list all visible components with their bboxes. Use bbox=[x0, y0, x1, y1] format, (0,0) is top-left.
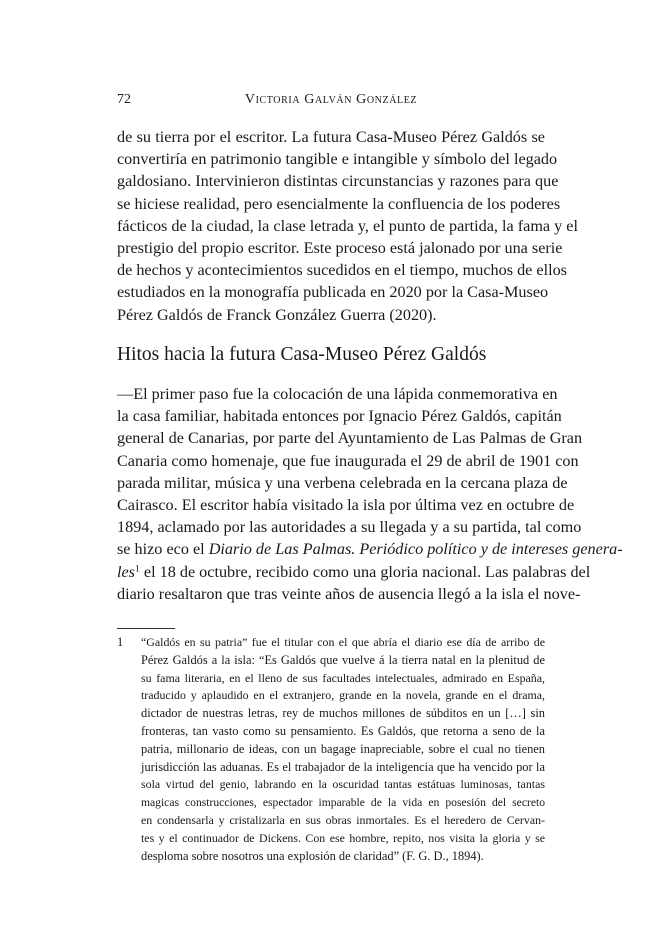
text-line: general de Canarias, por parte del Ayuntamiento de Las Palmas de Gran bbox=[117, 429, 583, 448]
newspaper-title: Diario de Las Palmas. Periódico político y de intereses genera- bbox=[208, 540, 623, 559]
text-line: fácticos de la ciudad, la clase letrada y, el punto de partida, la fama y el bbox=[117, 216, 578, 235]
footnote-line: magicas construcciones, espectador imparable de la vida en posesión del secreto bbox=[141, 796, 545, 810]
footnote-number: 1 bbox=[117, 635, 124, 649]
running-head-author: Victoria Galván González bbox=[244, 92, 418, 107]
text-line: la casa familiar, habitada entonces por Ignacio Pérez Galdós, capitán bbox=[117, 407, 562, 426]
text-line: —El primer paso fue la colocación de una lápida conmemorativa en bbox=[117, 385, 558, 403]
footnote-line: patria, millonario de ideas, con un bagage inapreciable, sobre el cual no tienen bbox=[141, 741, 545, 756]
section-heading: Hitos hacia la futura Casa-Museo Pérez Galdós bbox=[117, 344, 487, 365]
footnote-line: jurisdicción las aduanas. Es el trabajador de la inteligencia que ha vencido por la bbox=[141, 759, 545, 774]
text-line: de hechos y acontecimientos sucedidos en el tiempo, muchos de ellos bbox=[117, 261, 567, 280]
footnote-line: Pérez Galdós a la isla: “Es Galdós que vuelve á la tierra natal en la plenitud de bbox=[141, 652, 545, 667]
text-line: de su tierra por el escritor. La futura Casa-Museo Pérez Galdós se bbox=[117, 128, 545, 146]
text-segment: se hizo eco el bbox=[117, 540, 209, 559]
page-number: 72 bbox=[117, 92, 131, 107]
text-line: Pérez Galdós de Franck González Guerra (2020). bbox=[117, 305, 437, 324]
footnote-line: sola virtud del genio, labrando en la oscuridad tantas estátuas luminosas, tantas bbox=[141, 777, 545, 792]
text-line: prestigio del propio escritor. Este proceso está jalonado por una serie bbox=[117, 238, 563, 257]
text-line: Canaria como homenaje, que fue inaugurada el 29 de abril de 1901 con bbox=[117, 451, 579, 470]
footnote-reference[interactable]: 1 bbox=[134, 563, 140, 575]
text-line: parada militar, música y una verbena celebrada en la cercana plaza de bbox=[117, 473, 568, 492]
footnote-divider bbox=[117, 628, 175, 629]
paragraph-intro bbox=[117, 126, 578, 326]
footnote-line: tes y el continuador de Dickens. Con ese hombre, repito, nos visita la gloria y se bbox=[141, 830, 545, 845]
footnote-line: dictador de nuestras letras, rey de muchos millones de súbditos en un […] sin bbox=[141, 706, 545, 721]
footnote-line: su fama literaria, en el lleno de sus facultades intelectuales, admirado en España, bbox=[141, 670, 545, 685]
text-line bbox=[117, 561, 591, 583]
running-head bbox=[117, 92, 545, 112]
footnote-text bbox=[141, 634, 545, 865]
footnote-line: traducido y aplaudido en el extranjero, grande en la novela, grande en el drama, bbox=[141, 688, 545, 703]
newspaper-title-end: les bbox=[117, 562, 135, 581]
footnote-line: fronteras, tan vasto como su pensamiento. Es Galdós, que retorna a seno de la bbox=[141, 723, 545, 738]
text-line: galdosiano. Intervinieron distintas circunstancias y razones para que bbox=[117, 172, 559, 191]
text-line: diario resaltaron que tras veinte años de ausencia llegó a la isla el nove- bbox=[117, 584, 581, 603]
text-line: estudiados en la monografía publicada en 2020 por la Casa-Museo bbox=[117, 283, 549, 302]
text-line: convertiría en patrimonio tangible e intangible y símbolo del legado bbox=[117, 150, 558, 169]
text-line: se hiciese realidad, pero esencialmente la confluencia de los poderes bbox=[117, 194, 561, 213]
text-line bbox=[117, 538, 623, 560]
footnote-line: “Galdós en su patria” fue el titular con el que abría el diario ese día de arribo de bbox=[141, 635, 545, 649]
footnote-line: desploma sobre nosotros una explosión de claridad” (F. G. D., 1894). bbox=[141, 848, 484, 863]
paragraph-hitos bbox=[117, 383, 623, 605]
text-line: Cairasco. El escritor había visitado la isla por última vez en octubre de bbox=[117, 495, 575, 514]
footnote-line: en condensarla y cristalizarla en sus obras inmortales. Es el heredero de Cervan- bbox=[141, 812, 545, 827]
text-line: 1894, aclamado por las autoridades a su llegada y a su partida, tal como bbox=[117, 518, 582, 537]
text-segment: el 18 de octubre, recibido como una gloria nacional. Las palabras del bbox=[139, 562, 591, 581]
